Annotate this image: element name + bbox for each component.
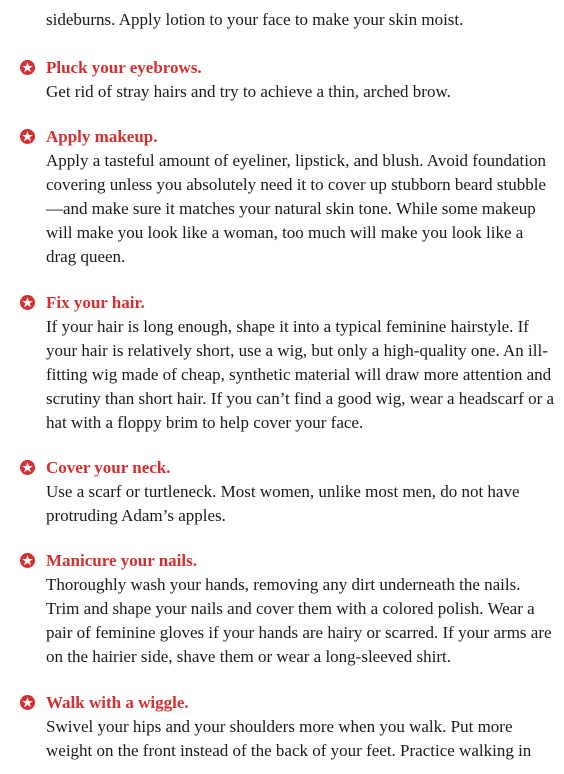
intro-paragraph: sideburns. Apply lotion to your face to make your skin moist. [46, 10, 464, 29]
tip-heading [0, 691, 564, 715]
tip-fix-hair [0, 291, 564, 435]
tip-manicure-nails [0, 549, 564, 669]
tip-title: Fix your hair. [46, 293, 145, 312]
star-bullet-icon [20, 295, 35, 310]
star-bullet-icon [20, 460, 35, 475]
tip-heading [0, 291, 564, 315]
tip-heading [0, 56, 564, 80]
tip-body: Apply a tasteful amount of eyeliner, lipstick, and blush. Avoid foundation covering unless you absolutely need it to cover up stubborn beard stubble—and make sure it matches your natural skin tone. While some makeup will make you look like a woman, too much will make you look like a drag queen. [46, 151, 546, 266]
tip-heading [0, 456, 564, 480]
tip-pluck-eyebrows [0, 56, 564, 104]
tip-body: Get rid of stray hairs and try to achieve a thin, arched brow. [46, 82, 451, 101]
star-bullet-icon [20, 695, 35, 710]
star-bullet-icon [20, 60, 35, 75]
tip-body: Use a scarf or turtleneck. Most women, unlike most men, do not have protruding Adam’s apples. [46, 482, 520, 525]
tip-heading [0, 125, 564, 149]
tip-walk-wiggle [0, 691, 564, 763]
tip-heading [0, 549, 564, 573]
tip-apply-makeup [0, 125, 564, 269]
tip-title: Cover your neck. [46, 458, 171, 477]
tip-body: Thoroughly wash your hands, removing any dirt underneath the nails. Trim and shape your nails and cover them with a colored polish. Wear a pair of feminine gloves if your hands are hairy or scarred. If your arms are on the hairier side, shave them or wear a long-sleeved shirt. [46, 575, 552, 666]
star-bullet-icon [20, 129, 35, 144]
tip-title: Pluck your eyebrows. [46, 58, 202, 77]
tip-cover-neck [0, 456, 564, 528]
tip-title: Apply makeup. [46, 127, 158, 146]
tip-title: Manicure your nails. [46, 551, 197, 570]
tip-title: Walk with a wiggle. [46, 693, 189, 712]
tip-body: If your hair is long enough, shape it into a typical feminine hairstyle. If your hair is relatively short, use a wig, but only a high-quality one. An ill-fitting wig made of cheap, synthetic material will draw more attention and scrutiny than short hair. If you can’t find a good wig, wear a headscarf or a hat with a floppy brim to help cover your face. [46, 317, 555, 432]
star-bullet-icon [20, 553, 35, 568]
tip-body: Swivel your hips and your shoulders more when you walk. Put more weight on the front instead of the back of your feet. Practice walking in [46, 717, 532, 760]
